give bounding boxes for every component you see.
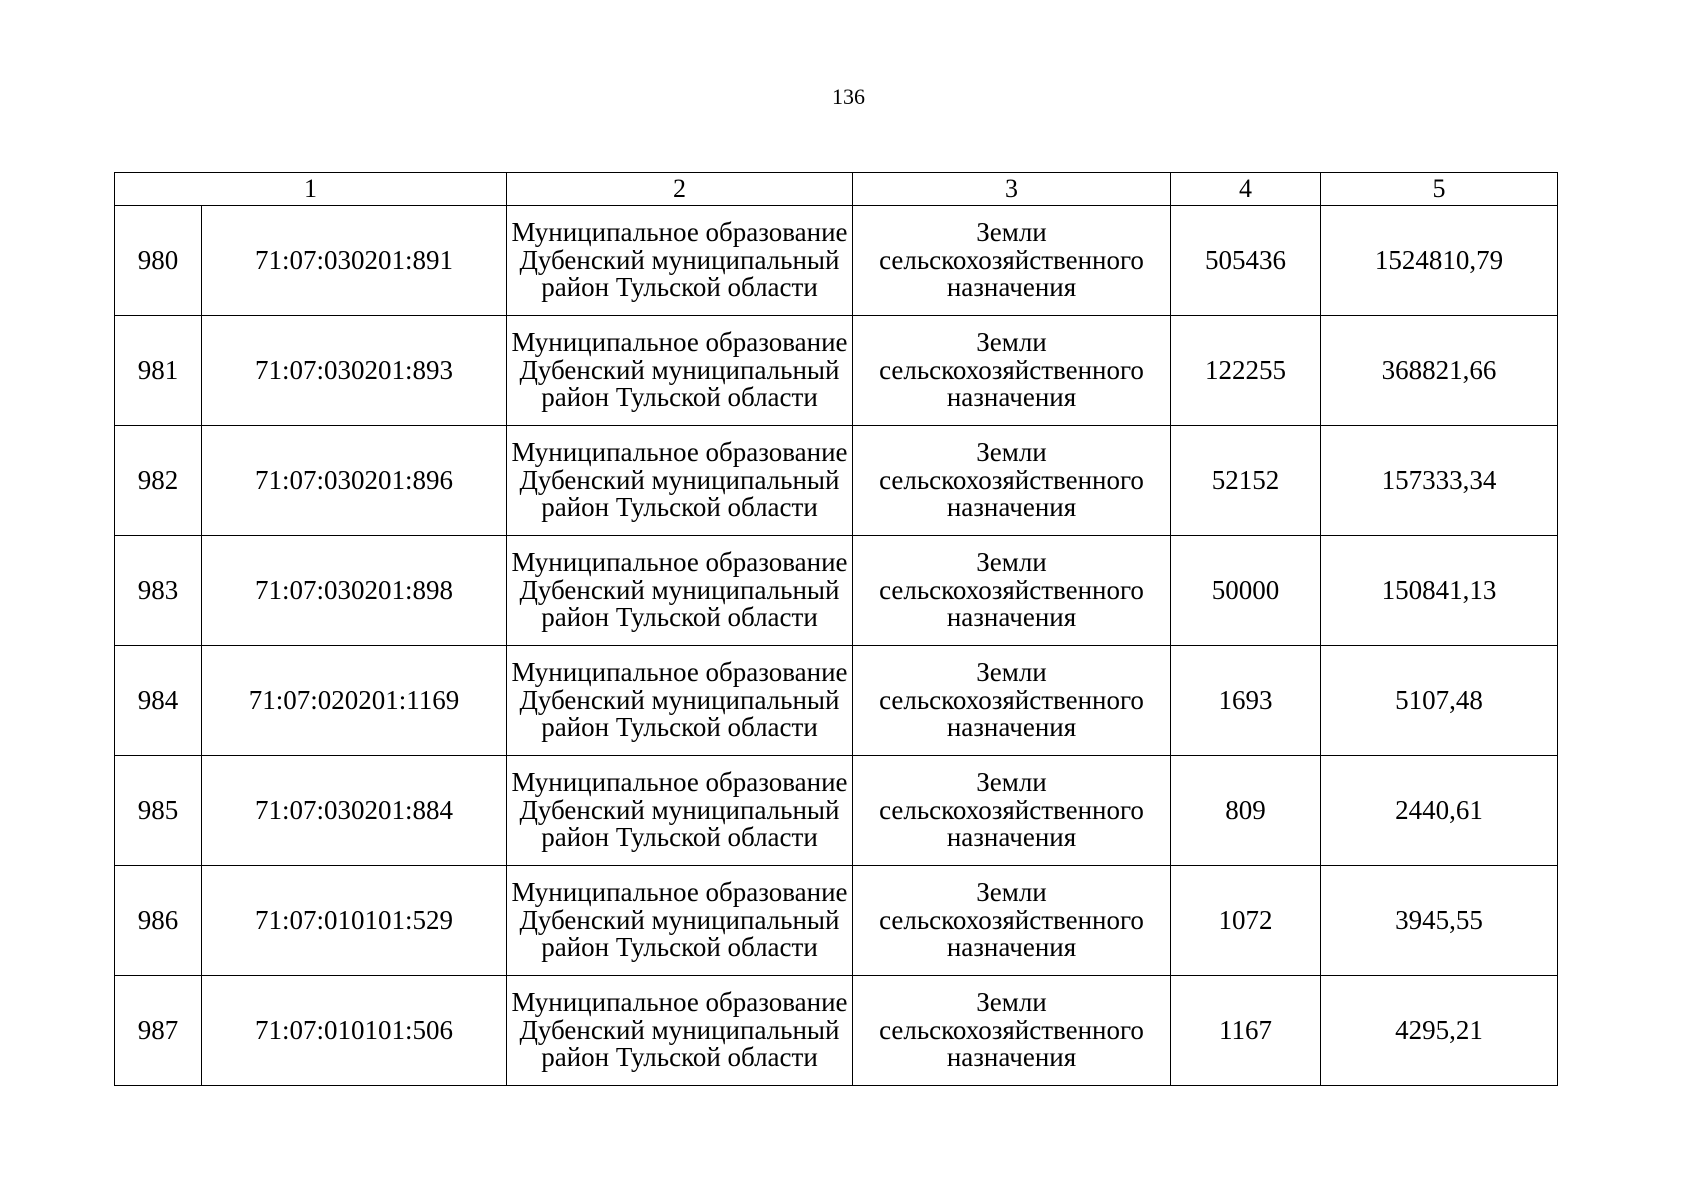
table-row: [115, 206, 1558, 316]
row-number: 980: [115, 206, 202, 316]
header-col-5: 5: [1321, 173, 1558, 206]
row-number: 984: [115, 646, 202, 756]
cadastral-number: 71:07:030201:884: [202, 756, 507, 866]
area: 505436: [1171, 206, 1321, 316]
table-row: [115, 316, 1558, 426]
cadastral-number: 71:07:020201:1169: [202, 646, 507, 756]
row-number: 982: [115, 426, 202, 536]
cadastral-value: 3945,55: [1321, 866, 1558, 976]
table-row: [115, 646, 1558, 756]
area: 52152: [1171, 426, 1321, 536]
land-category: Земли сельскохозяйственного назначения: [853, 756, 1171, 866]
owner: Муниципальное образование Дубенский муниципальный район Тульской области: [507, 536, 853, 646]
row-number: 983: [115, 536, 202, 646]
row-number: 987: [115, 976, 202, 1086]
header-col-3: 3: [853, 173, 1171, 206]
page-number: 136: [832, 84, 865, 109]
area: 1167: [1171, 976, 1321, 1086]
header-col-2: 2: [507, 173, 853, 206]
row-number: 986: [115, 866, 202, 976]
header-col-4: 4: [1171, 173, 1321, 206]
cadastral-number: 71:07:010101:506: [202, 976, 507, 1086]
header-col-1: 1: [115, 173, 507, 206]
owner: Муниципальное образование Дубенский муниципальный район Тульской области: [507, 976, 853, 1086]
area: 1072: [1171, 866, 1321, 976]
table-row: [115, 756, 1558, 866]
cadastral-value: 2440,61: [1321, 756, 1558, 866]
cadastral-value: 1524810,79: [1321, 206, 1558, 316]
table-header: [115, 173, 1558, 206]
area: 1693: [1171, 646, 1321, 756]
cadastral-number: 71:07:010101:529: [202, 866, 507, 976]
area: 122255: [1171, 316, 1321, 426]
cadastral-number: 71:07:030201:898: [202, 536, 507, 646]
owner: Муниципальное образование Дубенский муниципальный район Тульской области: [507, 316, 853, 426]
owner: Муниципальное образование Дубенский муниципальный район Тульской области: [507, 206, 853, 316]
cadastral-value: 157333,34: [1321, 426, 1558, 536]
owner: Муниципальное образование Дубенский муниципальный район Тульской области: [507, 426, 853, 536]
owner: Муниципальное образование Дубенский муниципальный район Тульской области: [507, 756, 853, 866]
table-row: [115, 976, 1558, 1086]
cadastral-value: 368821,66: [1321, 316, 1558, 426]
land-category: Земли сельскохозяйственного назначения: [853, 646, 1171, 756]
table-row: [115, 536, 1558, 646]
land-category: Земли сельскохозяйственного назначения: [853, 426, 1171, 536]
table-row: [115, 866, 1558, 976]
cadastral-number: 71:07:030201:891: [202, 206, 507, 316]
row-number: 981: [115, 316, 202, 426]
table-body: [115, 206, 1558, 1086]
area: 809: [1171, 756, 1321, 866]
land-category: Земли сельскохозяйственного назначения: [853, 316, 1171, 426]
owner: Муниципальное образование Дубенский муниципальный район Тульской области: [507, 866, 853, 976]
land-category: Земли сельскохозяйственного назначения: [853, 206, 1171, 316]
land-category: Земли сельскохозяйственного назначения: [853, 976, 1171, 1086]
cadastral-value: 5107,48: [1321, 646, 1558, 756]
row-number: 985: [115, 756, 202, 866]
header-row: [115, 173, 1558, 206]
cadastral-number: 71:07:030201:893: [202, 316, 507, 426]
land-category: Земли сельскохозяйственного назначения: [853, 536, 1171, 646]
table-row: [115, 426, 1558, 536]
land-category: Земли сельскохозяйственного назначения: [853, 866, 1171, 976]
area: 50000: [1171, 536, 1321, 646]
land-plots-table: [114, 172, 1558, 1086]
cadastral-value: 150841,13: [1321, 536, 1558, 646]
cadastral-number: 71:07:030201:896: [202, 426, 507, 536]
cadastral-value: 4295,21: [1321, 976, 1558, 1086]
owner: Муниципальное образование Дубенский муниципальный район Тульской области: [507, 646, 853, 756]
